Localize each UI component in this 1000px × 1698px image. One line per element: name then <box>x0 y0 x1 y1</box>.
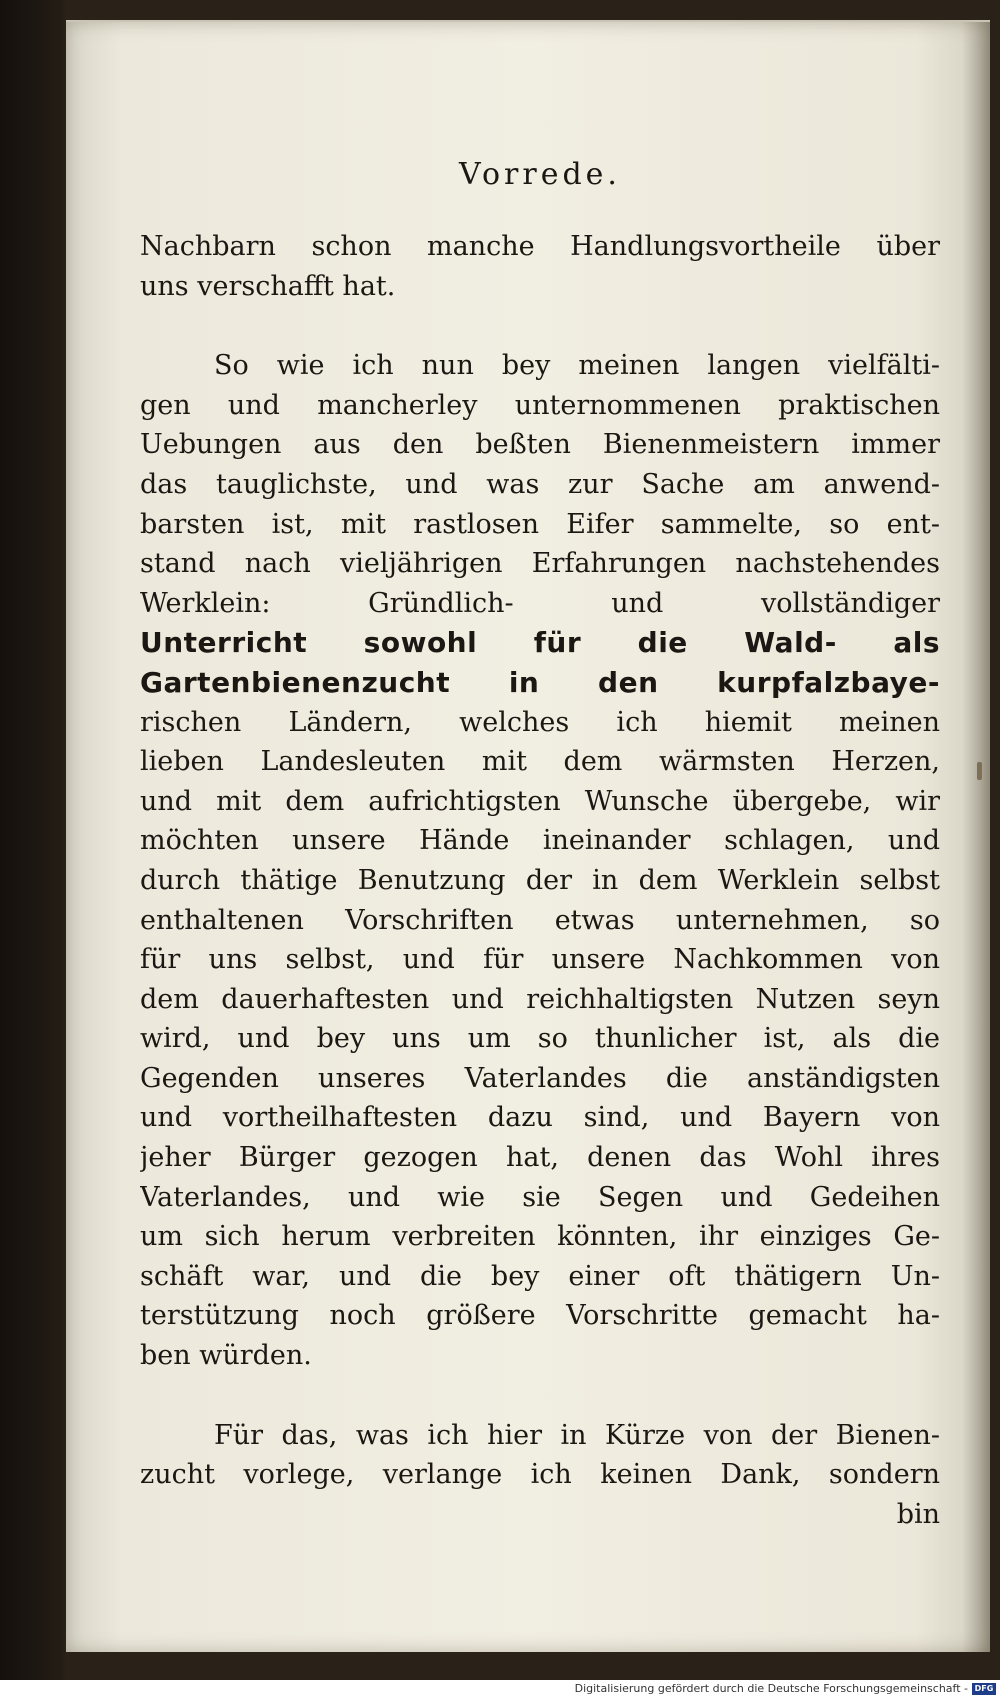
text-line: wird, und bey uns um so thunlicher ist, als die <box>140 1023 940 1055</box>
text-line: zucht vorlege, verlange ich keinen Dank, sondern <box>140 1459 940 1491</box>
text-line: das tauglichste, und was zur Sache am anwend- <box>140 468 940 500</box>
text-line: Gegenden unseres Vaterlandes die anständigsten <box>140 1062 940 1094</box>
text-line: Uebungen aus den beßten Bienenmeistern immer <box>140 429 940 461</box>
text-line: um sich herum verbreiten könnten, ihr einziges Ge- <box>140 1221 940 1253</box>
running-head: Vorrede. <box>459 157 621 192</box>
paragraph-3 <box>140 1416 940 1535</box>
text-line: für uns selbst, und für unsere Nachkommen von <box>140 944 940 976</box>
dfg-logo: DFG <box>972 1683 996 1695</box>
text-line: Unterricht sowohl für die Wald- als <box>140 626 940 660</box>
text-line: Für das, was ich hier in Kürze von der Bienen- <box>214 1419 940 1451</box>
margin-mark <box>977 762 982 780</box>
text-line: So wie ich nun bey meinen langen vielfälti- <box>214 350 940 382</box>
text-line: durch thätige Benutzung der in dem Werklein selbst <box>140 864 940 896</box>
text-line: terstützung noch größere Vorschritte gemacht ha- <box>140 1300 940 1332</box>
paragraph-1 <box>140 227 940 306</box>
text-line: möchten unsere Hände ineinander schlagen, und <box>140 825 940 857</box>
text-line: gen und mancherley unternommenen praktischen <box>140 389 940 421</box>
text-line: stand nach vieljährigen Erfahrungen nachstehendes <box>140 548 940 580</box>
text-line: barsten ist, mit rastlosen Eifer sammelte, so ent- <box>140 508 940 540</box>
text-line: uns verschafft hat. <box>140 270 396 302</box>
text-line: Vaterlandes, und wie sie Segen und Gedeihen <box>140 1181 940 1213</box>
text-line: enthaltenen Vorschriften etwas unternehmen, so <box>140 904 940 936</box>
text-line: Nachbarn schon manche Handlungsvortheile über <box>140 231 940 262</box>
text-line: dem dauerhaftesten und reichhaltigsten Nutzen seyn <box>140 983 940 1015</box>
text-line: schäft war, und die bey einer oft thätigern Un- <box>140 1260 940 1292</box>
paragraph-2 <box>140 346 940 1375</box>
digitization-footer <box>0 1680 1000 1698</box>
text-line: Gartenbienenzucht in den kurpfalzbaye- <box>140 665 940 699</box>
text-line: ben würden. <box>140 1340 312 1372</box>
page-edge-shadow <box>962 22 990 1652</box>
text-line: jeher Bürger gezogen hat, denen das Wohl ihres <box>140 1142 940 1174</box>
footer-credit: Digitalisierung gefördert durch die Deutsche Forschungsgemeinschaft - <box>574 1682 968 1695</box>
text-line: und vortheilhaftesten dazu sind, und Bayern von <box>140 1102 940 1134</box>
text-line: lieben Landesleuten mit dem wärmsten Herzen, <box>140 746 940 778</box>
page-text <box>140 155 940 1534</box>
text-line: und mit dem aufrichtigsten Wunsche übergebe, wir <box>140 785 940 817</box>
catchword: bin <box>896 1498 940 1530</box>
text-line: Werklein: Gründlich- und vollständiger <box>140 587 940 619</box>
text-line: rischen Ländern, welches ich hiemit meinen <box>140 706 940 738</box>
